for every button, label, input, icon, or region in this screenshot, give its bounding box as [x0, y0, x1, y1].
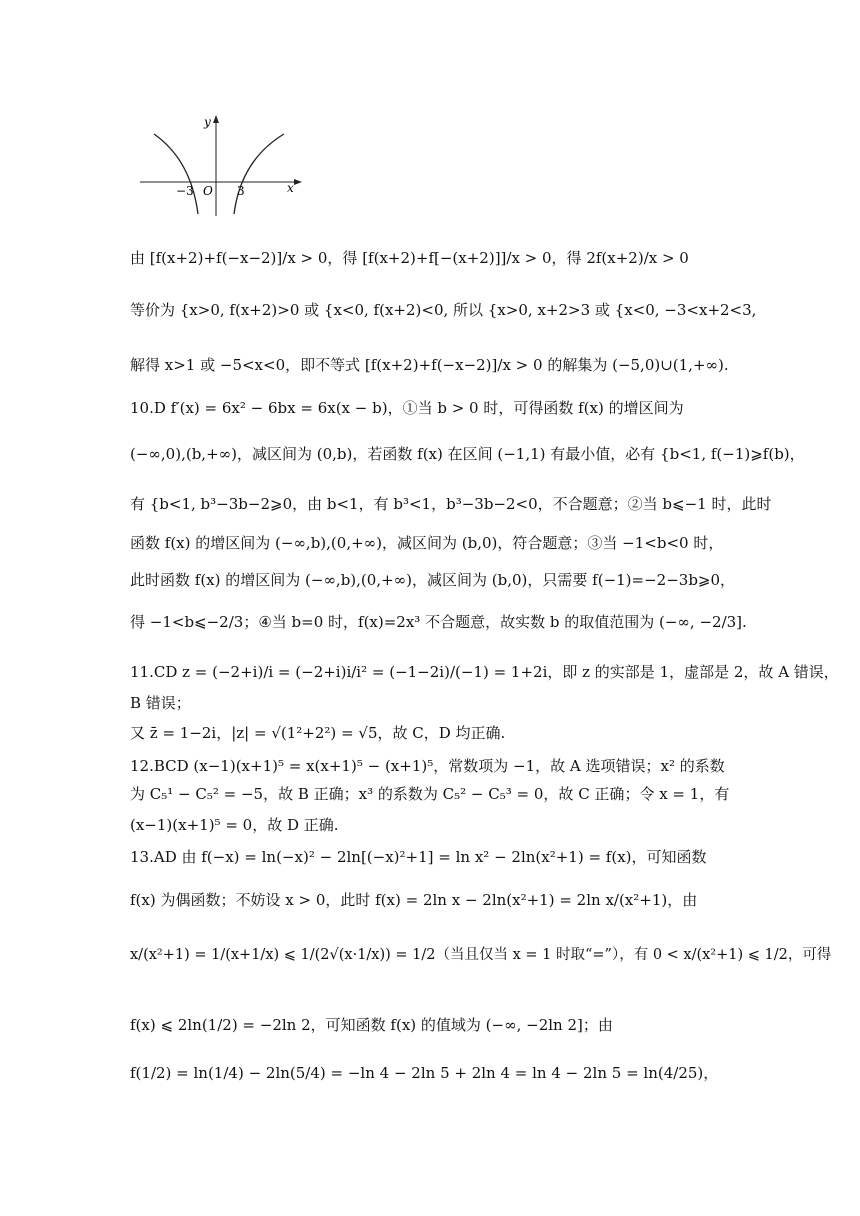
tick-label-neg3: −3: [176, 184, 194, 198]
text-line: (x−1)(x+1)⁵ = 0，故 D 正确.: [130, 816, 339, 834]
text-line: 等价为 {x>0, f(x+2)>0 或 {x<0, f(x+2)<0, 所以 {x>0, x+2>3 或 {x<0, −3<x+2<3,: [130, 301, 757, 319]
text-line: f(x) 为偶函数；不妨设 x > 0，此时 f(x) = 2ln x − 2ln(x²+1) = 2ln x/(x²+1)，由: [130, 891, 698, 909]
text-line: 12.BCD (x−1)(x+1)⁵ = x(x+1)⁵ − (x+1)⁵，常数项为 −1，故 A 选项错误；x² 的系数: [130, 757, 725, 775]
text-line: 为 C₅¹ − C₅² = −5，故 B 正确；x³ 的系数为 C₅² − C₅³ = 0，故 C 正确；令 x = 1，有: [130, 785, 730, 803]
x-axis-arrow: [294, 179, 302, 185]
text-line: (−∞,0),(b,+∞)，减区间为 (0,b)，若函数 f(x) 在区间 (−1,1) 有最小值，必有 {b<1, f(−1)⩾f(b)，: [130, 445, 805, 463]
function-graph-figure: [136, 112, 306, 222]
text-line: 解得 x>1 或 −5<x<0，即不等式 [f(x+2)+f(−x−2)]/x > 0 的解集为 (−5,0)∪(1,+∞).: [130, 356, 729, 374]
text-line: 13.AD 由 f(−x) = ln(−x)² − 2ln[(−x)²+1] = ln x² − 2ln(x²+1) = f(x)，可知函数: [130, 848, 707, 866]
y-axis-label: y: [204, 115, 211, 129]
text-line: 函数 f(x) 的增区间为 (−∞,b),(0,+∞)，减区间为 (b,0)，符合题意；③当 −1<b<0 时，: [130, 534, 724, 552]
text-line: 又 z̄ = 1−2i，|z| = √(1²+2²) = √5，故 C，D 均正确.: [130, 724, 506, 742]
text-line: f(1/2) = ln(1/4) − 2ln(5/4) = −ln 4 − 2ln 5 + 2ln 4 = ln 4 − 2ln 5 = ln(4/25)，: [130, 1064, 719, 1082]
tick-label-3: 3: [237, 184, 245, 198]
x-axis-label: x: [287, 181, 294, 195]
left-branch-curve: [154, 134, 198, 214]
text-line: 有 {b<1, b³−3b−2⩾0，由 b<1，有 b³<1，b³−3b−2<0，不合题意；②当 b⩽−1 时，此时: [130, 495, 772, 513]
text-line: x/(x²+1) = 1/(x+1/x) ⩽ 1/(2√(x·1/x)) = 1/2（当且仅当 x = 1 时取“=”），有 0 < x/(x²+1) ⩽ 1/2，可得: [130, 947, 832, 963]
text-line: 由 [f(x+2)+f(−x−2)]/x > 0，得 [f(x+2)+f[−(x+2)]]/x > 0，得 2f(x+2)/x > 0: [130, 249, 689, 267]
y-axis-arrow: [213, 115, 219, 123]
text-line: 得 −1<b⩽−2/3；④当 b=0 时，f(x)=2x³ 不合题意，故实数 b 的取值范围为 (−∞, −2/3].: [130, 613, 747, 631]
text-line: 此时函数 f(x) 的增区间为 (−∞,b),(0,+∞)，减区间为 (b,0)，只需要 f(−1)=−2−3b⩾0，: [130, 571, 736, 589]
origin-label: O: [203, 184, 213, 198]
right-branch-curve: [234, 134, 284, 214]
text-line: 11.CD z = (−2+i)/i = (−2+i)i/i² = (−1−2i)/(−1) = 1+2i，即 z 的实部是 1，虚部是 2，故 A 错误，: [130, 663, 839, 681]
text-line: B 错误；: [130, 694, 191, 712]
text-line: f(x) ⩽ 2ln(1/2) = −2ln 2，可知函数 f(x) 的值域为 (−∞, −2ln 2]；由: [130, 1016, 613, 1034]
text-line: 10.D f′(x) = 6x² − 6bx = 6x(x − b)，①当 b > 0 时，可得函数 f(x) 的增区间为: [130, 399, 684, 417]
